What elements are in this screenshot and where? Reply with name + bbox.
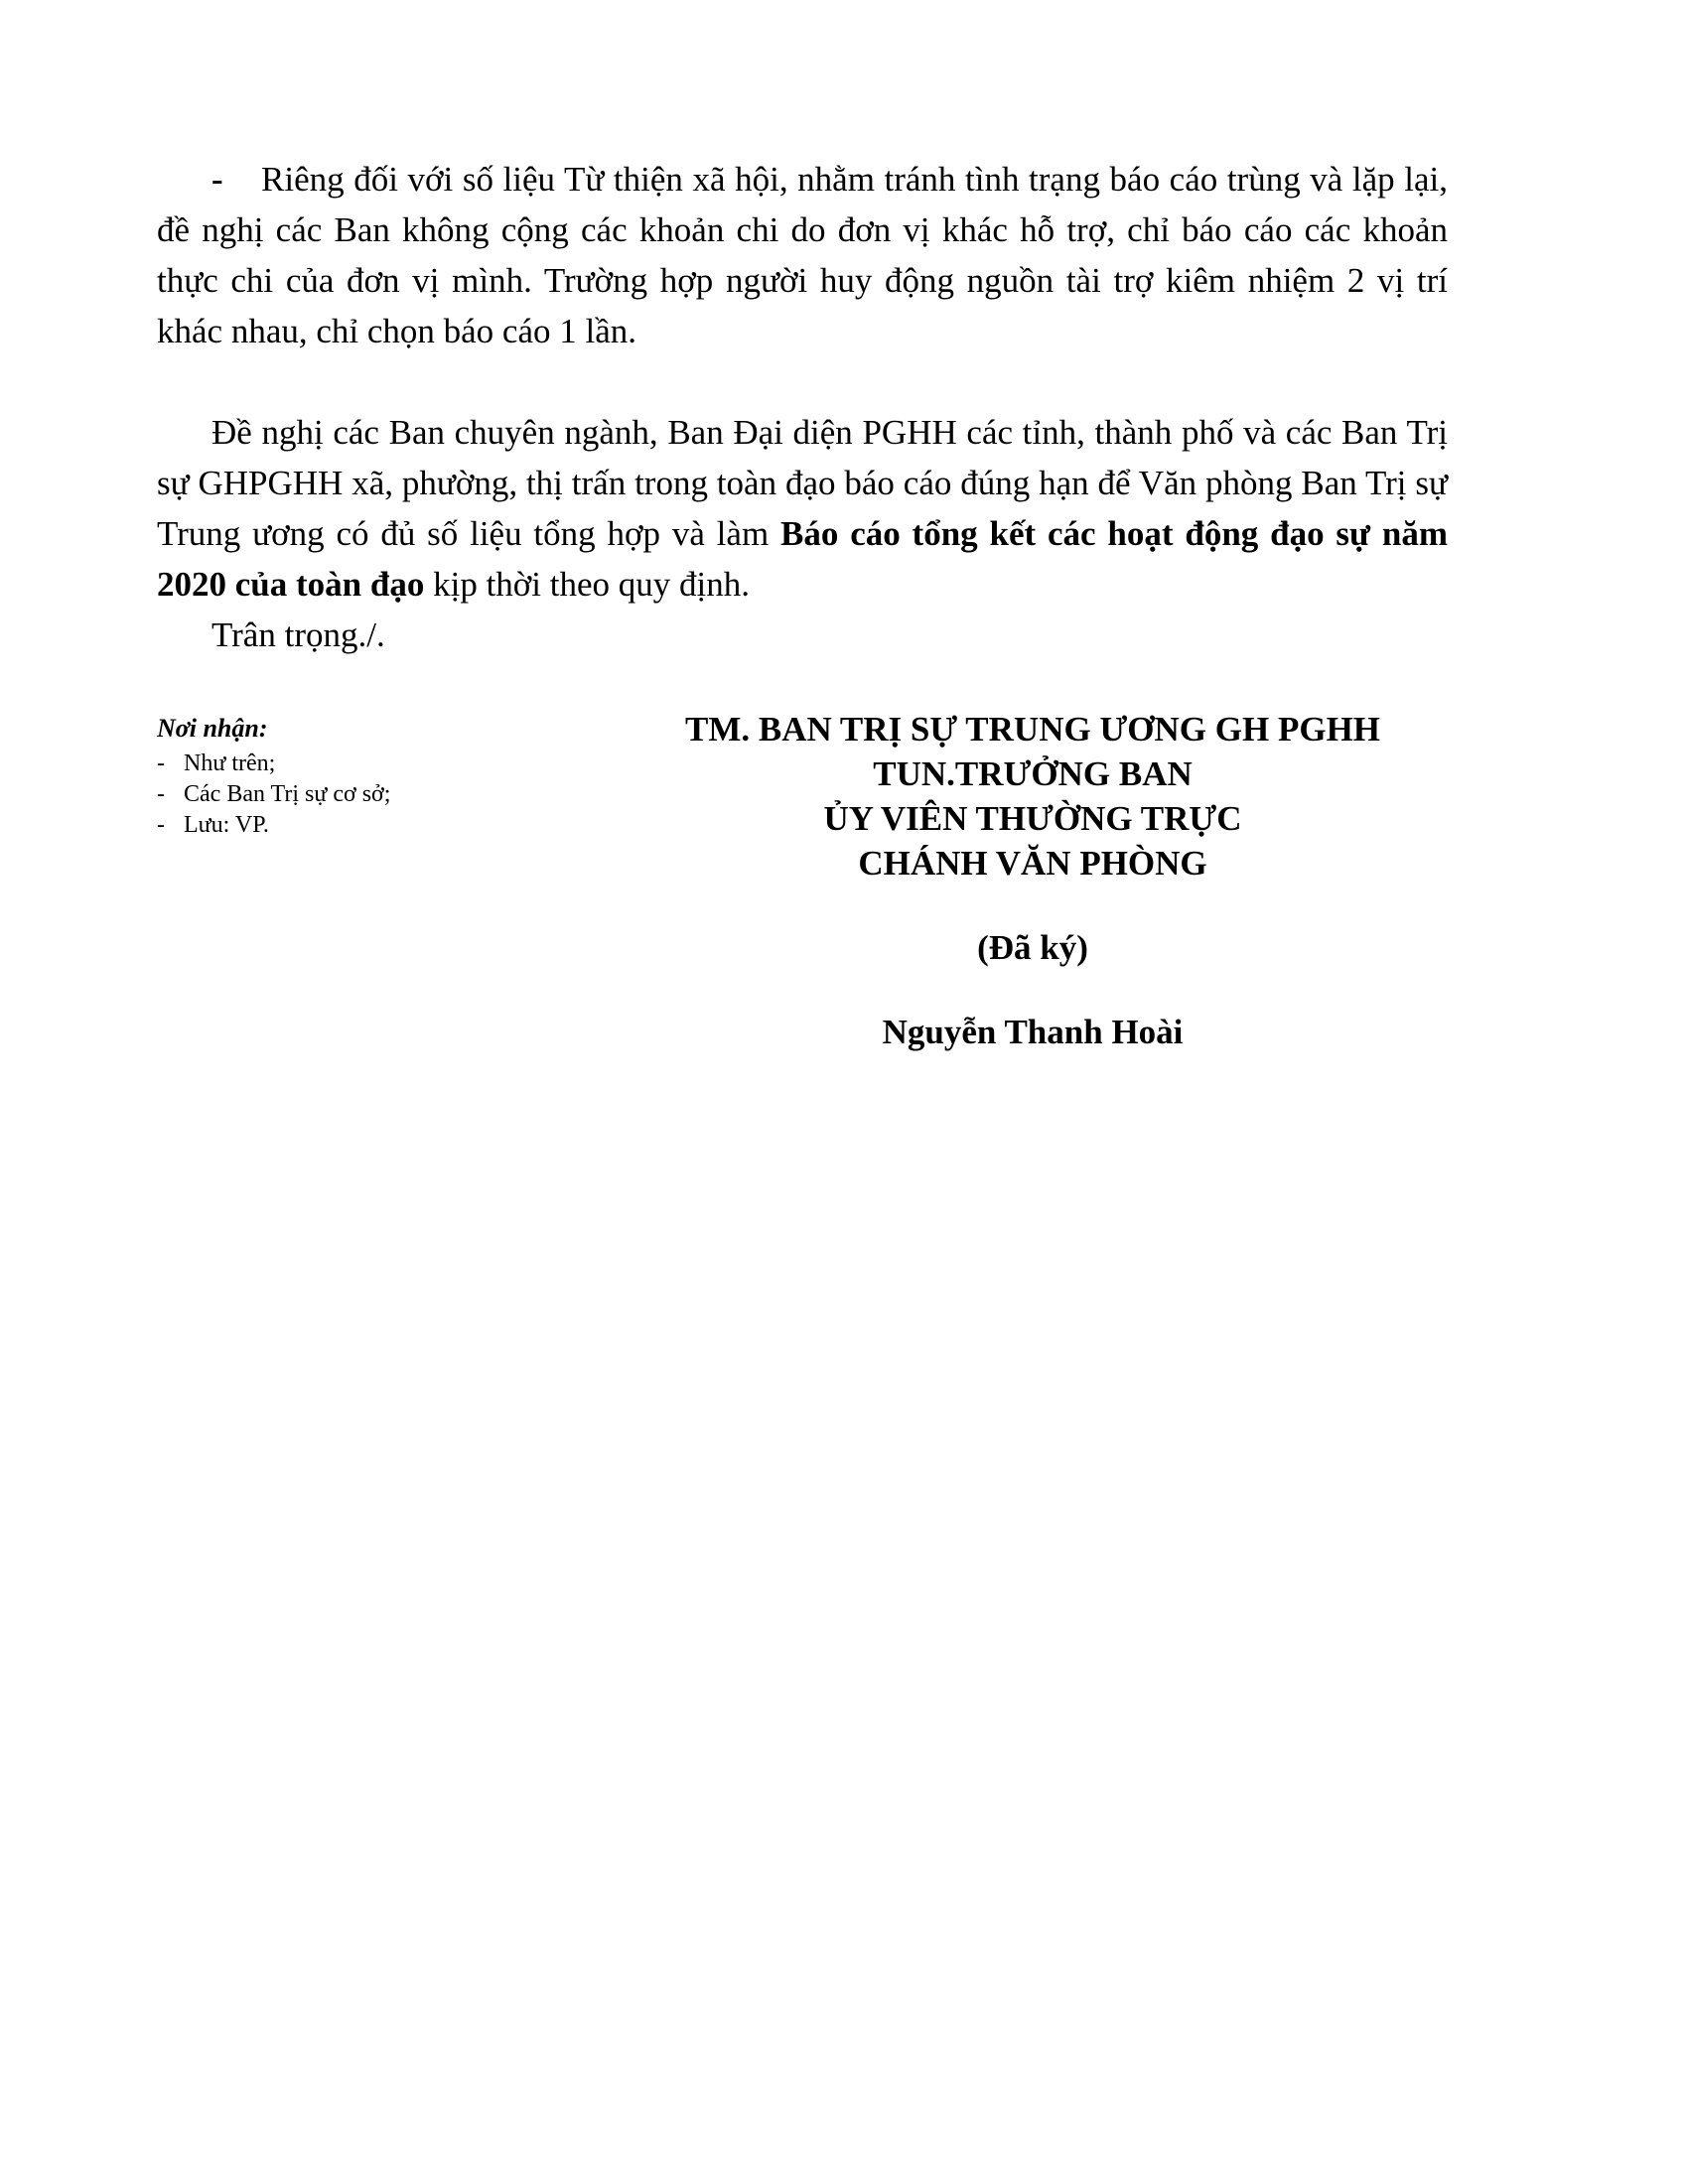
signature-office-line: CHÁNH VĂN PHÒNG [858, 844, 1207, 883]
signed-mark: (Đã ký) [977, 928, 1088, 967]
signature-role-line: TUN.TRƯỞNG BAN [873, 754, 1193, 793]
paragraph-request-text-after: kịp thời theo quy định. [424, 565, 751, 604]
list-item: - Các Ban Trị sự cơ sở; [157, 781, 391, 807]
paragraph-closing [211, 610, 1502, 660]
signatory-name: Nguyễn Thanh Hoài [882, 1013, 1184, 1051]
recipient-label: Như trên; [184, 751, 276, 776]
recipient-label: Lưu: VP. [184, 812, 269, 838]
signature-title-line: ỦY VIÊN THƯỜNG TRỰC [823, 799, 1242, 838]
bullet-dash: - [211, 160, 223, 199]
recipient-label: Các Ban Trị sự cơ sở; [184, 781, 391, 807]
recipients-list [157, 749, 554, 841]
list-item: - Như trên; [157, 751, 276, 776]
paragraph-request [157, 407, 1448, 610]
paragraph-charity-text: Riêng đối với số liệu Từ thiện xã hội, nhằm tránh tình trạng báo cáo trùng và lặp lại, đề nghị các Ban không cộng các khoản chi do đơn vị khác hỗ trợ, chỉ báo cáo các khoản thực chi của đơn vị mình. Trường hợp người huy động nguồn tài trợ kiêm nhiệm 2 vị trí khác nhau, chỉ chọn báo cáo 1 lần. [157, 160, 1448, 350]
paragraph-charity-note [157, 154, 1448, 356]
recipients-block [157, 711, 554, 841]
list-item: - Lưu: VP. [157, 812, 269, 838]
closing-text: Trân trọng./. [211, 615, 385, 654]
signature-org-line: TM. BAN TRỊ SỰ TRUNG ƯƠNG GH PGHH [684, 710, 1381, 749]
recipients-heading: Nơi nhận: [157, 714, 268, 743]
paragraph-request-bold: Báo cáo tổng kết các hoạt động đạo sự năm 2020 của toàn đạo [157, 514, 1448, 604]
paragraph-request-text-before: Đề nghị các Ban chuyên ngành, Ban Đại diện PGHH các tỉnh, thành phố và các Ban Trị sự GHPGHH xã, phường, thị trấn trong toàn đạo báo cáo đúng hạn để Văn phòng Ban Trị sự Trung ương có đủ số liệu tổng hợp và làm [157, 413, 1448, 553]
signature-block [596, 707, 1470, 1054]
